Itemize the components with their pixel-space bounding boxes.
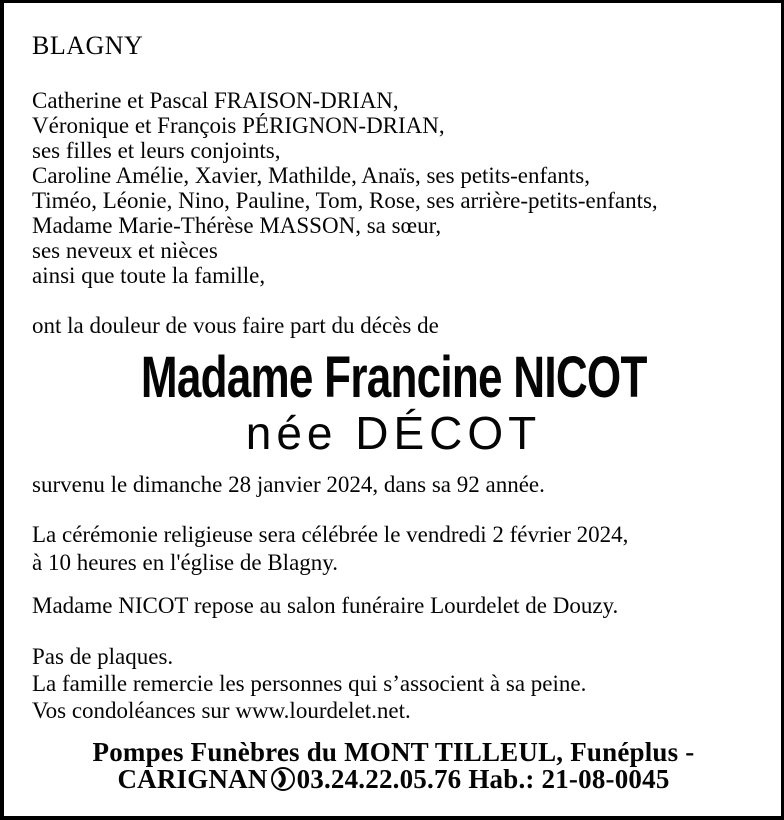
deceased-name: Madame Francine NICOT [140,345,647,410]
funeral-home-city: CARIGNAN [117,764,268,794]
maiden-name-block [32,408,755,458]
ceremony-line: La cérémonie religieuse sera célébrée le vendredi 2 février 2024, [32,522,629,547]
location-heading: BLAGNY [32,31,144,60]
ceremony-line: à 10 heures en l'église de Blagny. [32,550,339,575]
condolences-paragraph [32,643,755,724]
death-date-line: survenu le dimanche 28 janvier 2024, dans sa 92 année. [32,472,545,497]
condolence-line: La famille remercie les personnes qui s’associent à sa peine. [32,671,587,696]
family-line: ses neveux et nièces [32,238,218,263]
family-line: ainsi que toute la famille, [32,263,266,288]
funeral-home-phone: 03.24.22.05.76 [296,764,462,794]
phone-circle-icon [270,766,296,797]
family-line: Caroline Amélie, Xavier, Mathilde, Anaïs, ses petits-enfants, [32,163,590,188]
family-line: Catherine et Pascal FRAISON-DRIAN, [32,88,399,113]
family-line: Madame Marie-Thérèse MASSON, sa sœur, [32,213,442,238]
deceased-name-block [32,345,755,410]
family-line: Véronique et François PÉRIGNON-DRIAN, [32,113,445,138]
funeral-home-block [32,739,755,797]
family-line: Timéo, Léonie, Nino, Pauline, Tom, Rose, ses arrière-petits-enfants, [32,188,658,213]
family-list [32,88,755,288]
condolence-line: Pas de plaques. [32,644,174,669]
maiden-name: née DÉCOT [245,407,542,459]
funeral-home-habilitation: Hab.: 21-08-0045 [468,764,670,794]
announcement-text: ont la douleur de vous faire part du décès de [32,313,439,338]
funeral-home-name: Pompes Funèbres du MONT TILLEUL, Funéplus - [92,737,695,767]
condolence-line: Vos condoléances sur www.lourdelet.net. [32,698,411,723]
family-line: ses filles et leurs conjoints, [32,138,281,163]
funeral-home-contact [32,766,755,797]
notice-content [4,33,781,797]
repose-line: Madame NICOT repose au salon funéraire Lourdelet de Douzy. [32,593,619,618]
ceremony-paragraph [32,521,755,577]
